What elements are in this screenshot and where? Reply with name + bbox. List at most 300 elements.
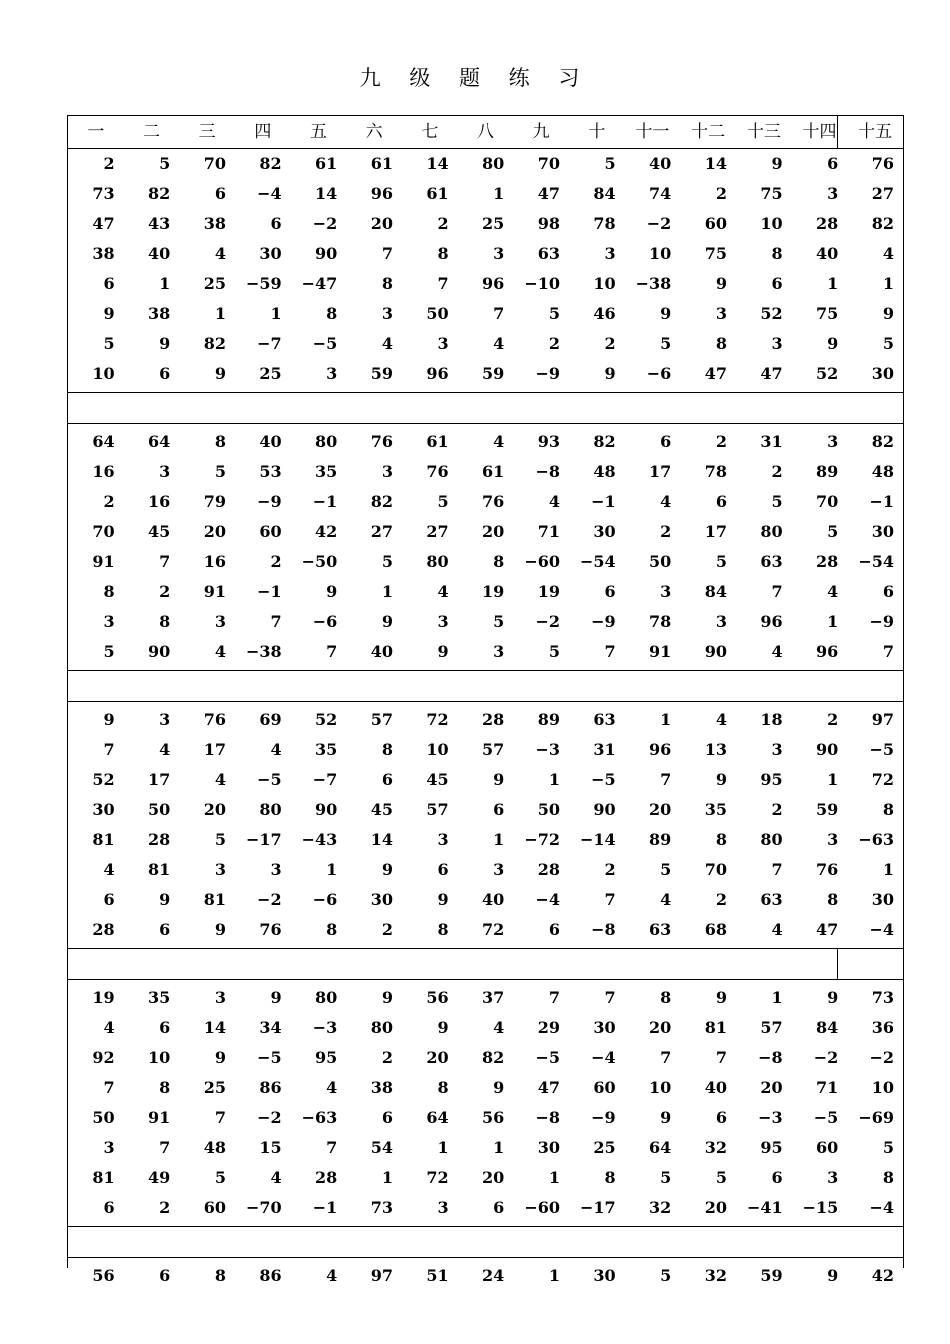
number-cell: 3 [604,244,616,263]
number-cell: 2 [771,462,783,481]
number-cell: 3 [214,988,226,1007]
number-cell: 76 [816,860,839,879]
number-cell: 6 [604,582,616,601]
number-cell: 9 [827,988,839,1007]
number-cell: 52 [92,770,115,789]
number-cell: 45 [370,800,393,819]
number-cell: 3 [437,1198,449,1217]
number-cell: −54 [858,552,894,571]
number-cell: 40 [816,244,839,263]
number-cell: 57 [482,740,505,759]
number-cell: 50 [537,800,560,819]
number-cell: 95 [760,770,783,789]
number-cell: 10 [760,214,783,233]
number-cell: −7 [312,770,338,789]
number-cell: 56 [92,1266,115,1285]
number-cell: −3 [312,1018,338,1037]
number-row [68,329,903,359]
number-cell: 1 [827,612,839,631]
number-cell: 14 [704,154,727,173]
number-cell: 7 [604,988,616,1007]
number-cell: 9 [660,304,672,323]
number-cell: 81 [148,860,171,879]
number-cell: 1 [437,1138,449,1157]
number-cell: 3 [493,642,505,661]
number-cell: 9 [381,988,393,1007]
number-cell: 7 [326,1138,338,1157]
number-cell: 9 [437,642,449,661]
number-cell: 82 [203,334,226,353]
number-cell: 5 [214,462,226,481]
number-cell: 6 [270,214,282,233]
number-row [68,517,903,547]
number-cell: 45 [426,770,449,789]
number-cell: 6 [159,364,171,383]
number-cell: 3 [715,304,727,323]
number-cell: 8 [493,552,505,571]
number-cell: 1 [493,830,505,849]
number-cell: 5 [214,1168,226,1187]
number-cell: −2 [257,1108,282,1127]
number-cell: 20 [760,1078,783,1097]
number-cell: 82 [482,1048,505,1067]
number-cell: 81 [704,1018,727,1037]
number-cell: 89 [537,710,560,729]
number-cell: −5 [869,740,894,759]
number-cell: 80 [760,522,783,541]
number-cell: 95 [760,1138,783,1157]
page-title: 九 级 题 练 习 [359,66,591,90]
number-cell: 50 [92,1108,115,1127]
number-cell: 96 [370,184,393,203]
number-cell: 72 [426,1168,449,1187]
number-cell: −9 [869,612,894,631]
number-cell: 2 [270,552,282,571]
number-cell: 90 [148,642,171,661]
number-cell: 70 [92,522,115,541]
number-cell: 8 [827,890,839,909]
number-cell: 7 [214,1108,226,1127]
number-cell: 7 [103,740,115,759]
number-cell: 31 [760,432,783,451]
number-cell: 1 [771,988,783,1007]
number-cell: 90 [315,244,338,263]
number-cell: 35 [704,800,727,819]
number-cell: 3 [771,334,783,353]
number-cell: 6 [381,1108,393,1127]
number-cell: 2 [548,334,560,353]
number-cell: 7 [882,642,894,661]
number-cell: 10 [649,244,672,263]
number-row [68,457,903,487]
number-cell: 9 [381,860,393,879]
number-cell: 3 [214,612,226,631]
number-cell: 57 [370,710,393,729]
number-cell: 4 [493,1018,505,1037]
number-cell: 76 [370,432,393,451]
number-cell: 16 [92,462,115,481]
number-cell: −1 [312,1198,338,1217]
number-cell: 9 [159,890,171,909]
number-cell: 9 [270,988,282,1007]
number-cell: 3 [827,184,839,203]
number-cell: 90 [593,800,616,819]
number-cell: 8 [437,1078,449,1097]
number-cell: 6 [437,860,449,879]
number-cell: −2 [813,1048,839,1067]
number-cell: 4 [214,642,226,661]
number-cell: 9 [381,612,393,631]
number-cell: 1 [548,1266,560,1285]
number-cell: 7 [771,582,783,601]
number-cell: 5 [103,642,115,661]
number-cell: 20 [370,214,393,233]
number-cell: 40 [259,432,282,451]
number-cell: 50 [426,304,449,323]
number-row [68,1193,903,1223]
number-cell: 40 [482,890,505,909]
number-cell: 5 [660,860,672,879]
column-header: 四 [254,122,272,142]
number-row [68,915,903,945]
number-cell: 82 [871,432,894,451]
number-cell: 72 [871,770,894,789]
number-cell: −9 [535,364,560,383]
number-cell: 9 [214,1048,226,1067]
number-row [68,487,903,517]
number-cell: 6 [103,890,115,909]
number-cell: 2 [604,334,616,353]
number-cell: 32 [649,1198,672,1217]
number-cell: 6 [159,1266,171,1285]
number-cell: 9 [660,1108,672,1127]
number-cell: 2 [159,582,171,601]
number-cell: 17 [704,522,727,541]
number-cell: 60 [203,1198,226,1217]
number-cell: 5 [493,612,505,631]
number-cell: −6 [312,612,338,631]
number-cell: 5 [715,552,727,571]
number-cell: 4 [326,1078,338,1097]
number-cell: 2 [381,920,393,939]
number-cell: −6 [312,890,338,909]
number-cell: 9 [715,274,727,293]
number-cell: 9 [715,988,727,1007]
number-cell: 40 [370,642,393,661]
number-cell: 3 [381,304,393,323]
number-cell: −17 [579,1198,616,1217]
number-cell: 47 [537,1078,560,1097]
number-cell: 4 [159,740,171,759]
number-cell: 19 [92,988,115,1007]
number-cell: 70 [537,154,560,173]
number-cell: 42 [315,522,338,541]
number-cell: −2 [646,214,672,233]
number-cell: 60 [704,214,727,233]
number-cell: 25 [482,214,505,233]
number-cell: 2 [604,860,616,879]
number-cell: 30 [370,890,393,909]
problem-block [68,149,903,389]
number-cell: −5 [312,334,338,353]
number-cell: 81 [92,830,115,849]
number-cell: −8 [535,462,560,481]
number-cell: 47 [704,364,727,383]
number-cell: −38 [635,274,672,293]
number-cell: 19 [482,582,505,601]
number-cell: 9 [604,364,616,383]
number-cell: 4 [103,860,115,879]
number-cell: −2 [535,612,560,631]
number-cell: 90 [816,740,839,759]
number-cell: 9 [103,710,115,729]
number-cell: 59 [816,800,839,819]
number-cell: 4 [660,890,672,909]
number-cell: 6 [103,274,115,293]
number-cell: 78 [704,462,727,481]
number-cell: −4 [257,184,282,203]
number-cell: 8 [159,1078,171,1097]
number-row [68,1133,903,1163]
answer-row [68,1226,903,1258]
number-row [68,795,903,825]
number-cell: 6 [103,1198,115,1217]
number-cell: 16 [148,492,171,511]
number-cell: 2 [827,710,839,729]
number-cell: 1 [548,770,560,789]
number-cell: −6 [646,364,672,383]
number-cell: 35 [315,462,338,481]
number-cell: 30 [537,1138,560,1157]
number-cell: 8 [103,582,115,601]
number-cell: 19 [537,582,560,601]
column-header: 三 [198,122,216,142]
column-header: 十二 [691,122,726,142]
number-cell: 3 [103,1138,115,1157]
number-cell: 91 [92,552,115,571]
number-row [68,1073,903,1103]
number-cell: 59 [370,364,393,383]
number-cell: 5 [715,1168,727,1187]
number-cell: 71 [537,522,560,541]
column-header: 一 [87,122,105,142]
number-cell: −8 [535,1108,560,1127]
number-cell: 8 [381,740,393,759]
number-cell: −9 [591,1108,616,1127]
number-cell: 8 [604,1168,616,1187]
number-row [68,269,903,299]
number-cell: 4 [882,244,894,263]
number-cell: 61 [370,154,393,173]
number-cell: 96 [649,740,672,759]
number-cell: 3 [493,860,505,879]
number-cell: 50 [649,552,672,571]
number-cell: 10 [426,740,449,759]
number-cell: −41 [746,1198,783,1217]
number-cell: 20 [704,1198,727,1217]
number-cell: 28 [315,1168,338,1187]
number-cell: 5 [103,334,115,353]
number-cell: 82 [148,184,171,203]
number-row [68,825,903,855]
number-row [68,705,903,735]
number-cell: 98 [537,214,560,233]
number-cell: 3 [437,334,449,353]
number-cell: −3 [758,1108,783,1127]
number-cell: 15 [259,1138,282,1157]
number-cell: 38 [92,244,115,263]
number-cell: 61 [426,184,449,203]
number-cell: 9 [715,770,727,789]
number-cell: −72 [524,830,560,849]
number-cell: 20 [482,1168,505,1187]
number-cell: 30 [871,364,894,383]
number-cell: 9 [437,1018,449,1037]
number-cell: 47 [760,364,783,383]
number-row [68,179,903,209]
problem-block [68,1261,903,1291]
number-cell: 2 [660,522,672,541]
number-cell: 18 [760,710,783,729]
number-row [68,359,903,389]
number-cell: 30 [871,522,894,541]
number-cell: 4 [771,920,783,939]
number-cell: 8 [660,988,672,1007]
number-cell: 28 [92,920,115,939]
number-cell: 61 [426,432,449,451]
number-cell: 80 [315,432,338,451]
number-cell: 3 [103,612,115,631]
number-row [68,637,903,667]
number-cell: −43 [301,830,338,849]
number-cell: 9 [214,364,226,383]
number-cell: 7 [493,304,505,323]
number-cell: 60 [259,522,282,541]
number-cell: 3 [660,582,672,601]
number-cell: 7 [715,1048,727,1067]
number-cell: 5 [882,334,894,353]
number-cell: 4 [548,492,560,511]
number-cell: 4 [270,740,282,759]
number-cell: 9 [326,582,338,601]
number-cell: 8 [214,1266,226,1285]
number-cell: 4 [493,432,505,451]
number-cell: 70 [704,860,727,879]
number-cell: −2 [312,214,338,233]
number-cell: 69 [259,710,282,729]
number-cell: 4 [270,1168,282,1187]
number-cell: 64 [148,432,171,451]
number-cell: 45 [148,522,171,541]
number-cell: 47 [537,184,560,203]
number-cell: 28 [816,552,839,571]
number-row [68,1013,903,1043]
number-cell: 60 [816,1138,839,1157]
number-cell: 63 [760,890,783,909]
number-row [68,1103,903,1133]
number-cell: −7 [257,334,282,353]
number-cell: 4 [326,1266,338,1285]
number-cell: 48 [871,462,894,481]
number-cell: 2 [715,432,727,451]
number-cell: 95 [315,1048,338,1067]
number-cell: −5 [535,1048,560,1067]
number-cell: 7 [660,770,672,789]
number-cell: 3 [381,462,393,481]
number-cell: 6 [548,920,560,939]
number-cell: 52 [816,364,839,383]
number-cell: 51 [426,1266,449,1285]
number-cell: 8 [214,432,226,451]
number-cell: 5 [660,1168,672,1187]
number-cell: 25 [203,1078,226,1097]
number-cell: 91 [203,582,226,601]
number-cell: −5 [591,770,616,789]
number-cell: 10 [649,1078,672,1097]
number-cell: 9 [493,1078,505,1097]
column-header: 十三 [746,122,781,142]
number-cell: 5 [660,1266,672,1285]
number-cell: 3 [827,432,839,451]
number-cell: 5 [771,492,783,511]
number-cell: 9 [214,920,226,939]
number-cell: 59 [760,1266,783,1285]
number-cell: 17 [148,770,171,789]
number-cell: 1 [381,582,393,601]
number-cell: −8 [758,1048,783,1067]
number-cell: 6 [882,582,894,601]
number-cell: 73 [370,1198,393,1217]
number-cell: 8 [437,920,449,939]
number-cell: 28 [537,860,560,879]
number-cell: 81 [203,890,226,909]
column-header: 五 [309,122,327,142]
number-cell: 76 [426,462,449,481]
number-cell: 8 [882,800,894,819]
number-cell: 76 [871,154,894,173]
answer-row [68,392,903,424]
number-row [68,577,903,607]
number-cell: 8 [326,304,338,323]
header-divider [837,116,838,148]
number-cell: 4 [103,1018,115,1037]
number-cell: 40 [649,154,672,173]
number-cell: −5 [257,770,282,789]
number-cell: 7 [771,860,783,879]
number-cell: −8 [591,920,616,939]
number-cell: 5 [882,1138,894,1157]
number-cell: 2 [771,800,783,819]
number-cell: 4 [493,334,505,353]
column-header: 十四 [802,122,837,142]
number-cell: 42 [871,1266,894,1285]
number-cell: 2 [437,214,449,233]
number-cell: 53 [259,462,282,481]
column-header: 二 [142,122,160,142]
number-cell: 9 [103,304,115,323]
number-cell: 1 [270,304,282,323]
number-cell: −10 [524,274,560,293]
number-cell: 5 [381,552,393,571]
number-cell: 6 [381,770,393,789]
number-cell: 1 [326,860,338,879]
number-cell: 2 [159,1198,171,1217]
number-cell: 80 [259,800,282,819]
number-row [68,735,903,765]
number-cell: 82 [871,214,894,233]
number-row [68,547,903,577]
number-cell: −59 [245,274,282,293]
